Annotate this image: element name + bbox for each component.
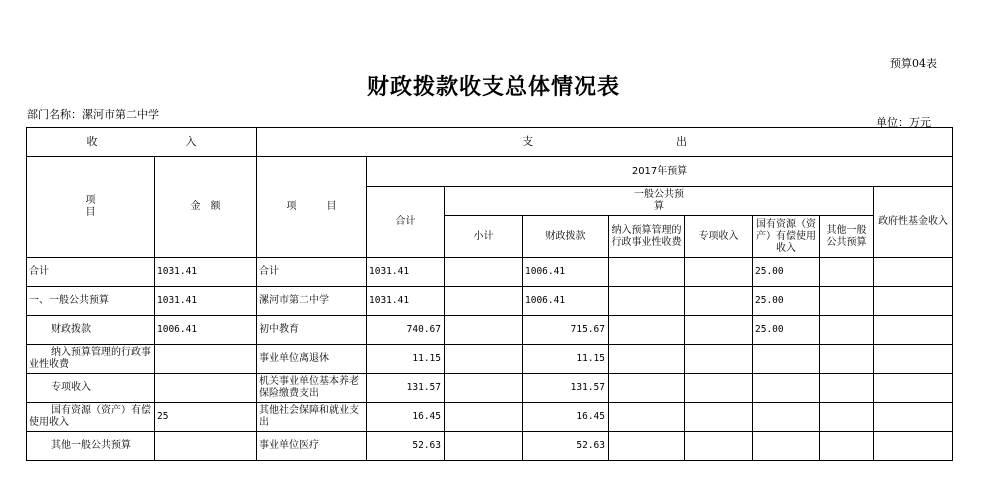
total-cell: 11.15	[367, 345, 445, 374]
table-row	[27, 403, 953, 432]
budget-table	[26, 127, 953, 461]
appropriation-cell: 52.63	[523, 432, 609, 461]
total-cell: 131.57	[367, 374, 445, 403]
admin-fee-cell	[609, 316, 685, 345]
income-item: 财政拨款	[27, 316, 155, 345]
state-asset-header: 国有资源（资产）有偿使用收入	[753, 216, 820, 258]
income-amount: 25	[155, 403, 257, 432]
total-cell: 16.45	[367, 403, 445, 432]
total-cell: 740.67	[367, 316, 445, 345]
income-item-header: 项 目	[27, 157, 155, 258]
appropriation-cell: 715.67	[523, 316, 609, 345]
page-title: 财政拨款收支总体情况表	[366, 74, 620, 100]
expense-item: 初中教育	[257, 316, 367, 345]
subtotal-cell	[445, 345, 523, 374]
other-general-cell	[820, 432, 874, 461]
income-amount	[155, 374, 257, 403]
other-general-header: 其他一般公共预算	[820, 216, 874, 258]
unit-label: 单位：万元	[876, 116, 931, 129]
admin-fee-header: 纳入预算管理的行政事业性收费	[609, 216, 685, 258]
subtotal-header: 小计	[445, 216, 523, 258]
state-asset-cell	[753, 345, 820, 374]
table-row	[27, 345, 953, 374]
total-header: 合计	[367, 187, 445, 258]
expense-item: 合计	[257, 258, 367, 287]
income-amount	[155, 345, 257, 374]
expense-item: 事业单位离退休	[257, 345, 367, 374]
income-header: 收 入	[27, 128, 257, 157]
other-general-cell	[820, 345, 874, 374]
state-asset-cell: 25.00	[753, 258, 820, 287]
gov-fund-cell	[874, 374, 953, 403]
gov-fund-cell	[874, 258, 953, 287]
other-general-cell	[820, 403, 874, 432]
state-asset-cell	[753, 374, 820, 403]
appropriation-cell: 1006.41	[523, 287, 609, 316]
income-item: 专项收入	[27, 374, 155, 403]
gov-fund-cell	[874, 432, 953, 461]
income-amount: 1006.41	[155, 316, 257, 345]
income-amount: 1031.41	[155, 287, 257, 316]
expense-item: 机关事业单位基本养老保险缴费支出	[257, 374, 367, 403]
total-cell: 52.63	[367, 432, 445, 461]
gov-fund-cell	[874, 403, 953, 432]
expense-header: 支 出	[257, 128, 953, 157]
special-income-cell	[685, 374, 753, 403]
form-number: 预算04表	[890, 57, 937, 70]
gov-fund-cell	[874, 345, 953, 374]
department-name: 部门名称：漯河市第二中学	[27, 108, 159, 121]
expense-item: 漯河市第二中学	[257, 287, 367, 316]
special-income-cell	[685, 316, 753, 345]
income-item: 一、一般公共预算	[27, 287, 155, 316]
appropriation-cell: 11.15	[523, 345, 609, 374]
income-item: 其他一般公共预算	[27, 432, 155, 461]
year-budget-header: 2017年预算	[367, 157, 953, 187]
table-row	[27, 287, 953, 316]
other-general-cell	[820, 258, 874, 287]
appropriation-cell: 1006.41	[523, 258, 609, 287]
appropriation-header: 财政拨款	[523, 216, 609, 258]
admin-fee-cell	[609, 258, 685, 287]
gov-fund-cell	[874, 316, 953, 345]
subtotal-cell	[445, 374, 523, 403]
special-income-cell	[685, 432, 753, 461]
expense-item: 事业单位医疗	[257, 432, 367, 461]
table-row	[27, 258, 953, 287]
state-asset-cell	[753, 403, 820, 432]
other-general-cell	[820, 316, 874, 345]
admin-fee-cell	[609, 374, 685, 403]
table-row	[27, 374, 953, 403]
income-amount-header: 金 额	[155, 157, 257, 258]
state-asset-cell	[753, 432, 820, 461]
special-income-cell	[685, 403, 753, 432]
special-income-header: 专项收入	[685, 216, 753, 258]
table-row	[27, 316, 953, 345]
gov-fund-cell	[874, 287, 953, 316]
income-amount: 1031.41	[155, 258, 257, 287]
appropriation-cell: 131.57	[523, 374, 609, 403]
income-item: 纳入预算管理的行政事业性收费	[27, 345, 155, 374]
total-cell: 1031.41	[367, 287, 445, 316]
gov-fund-header: 政府性基金收入	[874, 187, 953, 258]
special-income-cell	[685, 258, 753, 287]
other-general-cell	[820, 287, 874, 316]
total-cell: 1031.41	[367, 258, 445, 287]
subtotal-cell	[445, 316, 523, 345]
state-asset-cell: 25.00	[753, 287, 820, 316]
admin-fee-cell	[609, 345, 685, 374]
expense-item: 其他社会保障和就业支出	[257, 403, 367, 432]
general-budget-header: 一般公共预 算	[445, 187, 874, 216]
special-income-cell	[685, 345, 753, 374]
state-asset-cell: 25.00	[753, 316, 820, 345]
special-income-cell	[685, 287, 753, 316]
subtotal-cell	[445, 287, 523, 316]
subtotal-cell	[445, 432, 523, 461]
other-general-cell	[820, 374, 874, 403]
subtotal-cell	[445, 258, 523, 287]
appropriation-cell: 16.45	[523, 403, 609, 432]
income-item: 国有资源（资产）有偿使用收入	[27, 403, 155, 432]
admin-fee-cell	[609, 403, 685, 432]
admin-fee-cell	[609, 432, 685, 461]
income-amount	[155, 432, 257, 461]
expense-item-header: 项 目	[257, 157, 367, 258]
income-item: 合计	[27, 258, 155, 287]
subtotal-cell	[445, 403, 523, 432]
admin-fee-cell	[609, 287, 685, 316]
table-row	[27, 432, 953, 461]
